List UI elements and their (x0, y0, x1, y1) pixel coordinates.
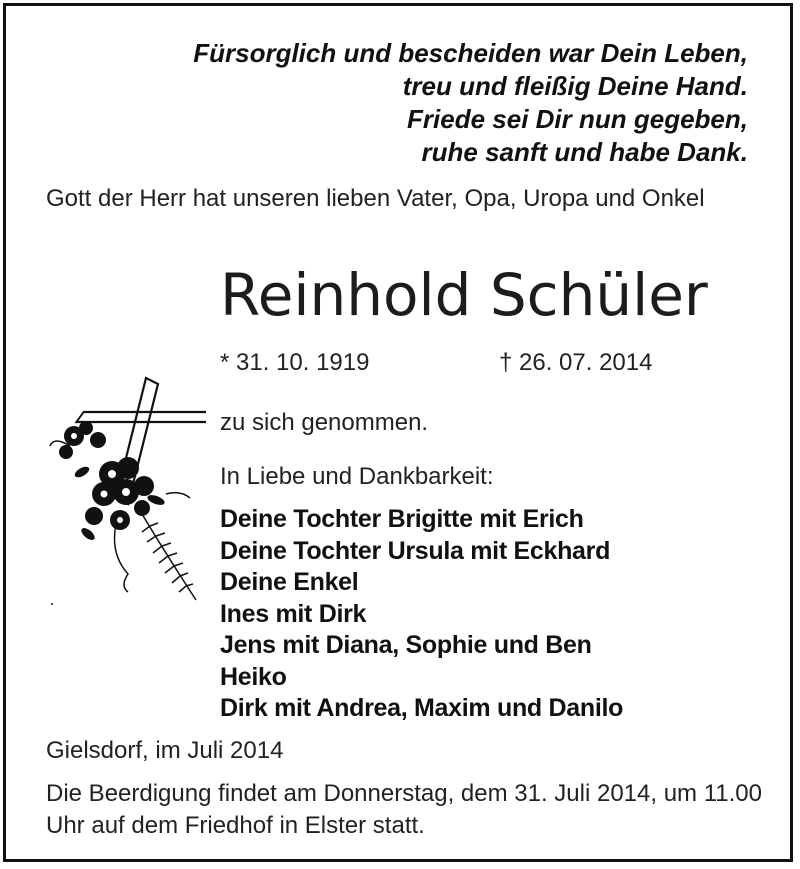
family-list (220, 504, 623, 725)
family-member: Deine Tochter Brigitte mit Erich (220, 505, 584, 533)
family-member: Heiko (220, 662, 287, 691)
obituary-frame (3, 3, 793, 862)
place-date: Gielsdorf, im Juli 2014 (46, 737, 284, 764)
taken-text: zu sich genommen. (220, 409, 429, 436)
funeral-notice: Die Beerdigung findet am Donnerstag, dem 31. Juli 2014, um 11.00 Uhr auf dem Friedhof in Elster statt. (46, 780, 762, 839)
poem-line: Fürsorglich und bescheiden war Dein Leben, (193, 38, 748, 68)
poem (193, 37, 748, 169)
poem-line: Friede sei Dir nun gegeben, (407, 104, 748, 134)
cross-with-roses-icon (46, 374, 206, 606)
deceased-name: Reinhold Schüler (220, 261, 708, 329)
family-member: Deine Enkel (220, 568, 359, 596)
thanks-heading: In Liebe und Dankbarkeit: (220, 463, 494, 490)
family-member: Deine Tochter Ursula mit Eckhard (220, 536, 611, 565)
poem-line: ruhe sanft und habe Dank. (421, 137, 748, 167)
intro-text: Gott der Herr hat unseren lieben Vater, Opa, Uropa und Onkel (46, 185, 705, 212)
family-member: Ines mit Dirk (220, 599, 367, 628)
poem-line: treu und fleißig Deine Hand. (402, 71, 748, 101)
death-date: † 26. 07. 2014 (499, 349, 653, 376)
family-member: Dirk mit Andrea, Maxim und Danilo (220, 694, 624, 722)
family-member: Jens mit Diana, Sophie und Ben (220, 631, 592, 659)
birth-date: * 31. 10. 1919 (220, 349, 370, 376)
